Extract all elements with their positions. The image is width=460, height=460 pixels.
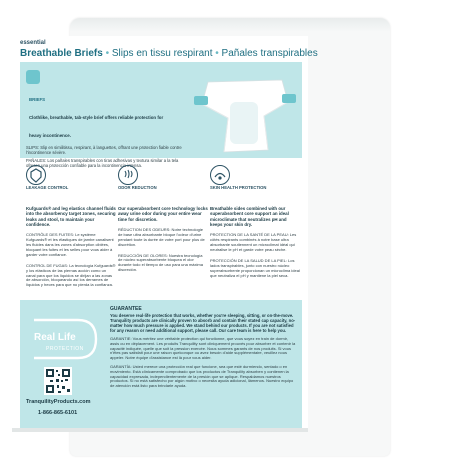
website-link[interactable]: TranquilityProducts.com: [26, 399, 91, 405]
product-title: [20, 48, 318, 59]
guarantee-spanish: GARANTÍA: Usted merece una protección real que funcione, sea que esté durmiendo, sentado o en movimiento. Está clínicamente comprobado que los productos de Tranquility absorben y contienen la capacidad expresada, independientemente de la presión que se aplique. Respaldamos nuestros productos. Si no está satisfecho por algún motivo o necesita ayuda adicional, llámenos. Nuestro equipo de atención está listo para brindarle ayuda.: [110, 363, 294, 389]
brief-icon: [26, 70, 40, 84]
phone-number[interactable]: 1-866-865-6101: [38, 410, 78, 416]
package-seal: [70, 18, 390, 32]
briefs-english: Clothlike, breathable, tab-style brief offers reliable protection for heavy incontinence.: [29, 115, 164, 138]
qr-code-icon[interactable]: [44, 367, 72, 395]
title-spanish: Pañales transpirables: [221, 48, 318, 59]
feature-header: [118, 165, 208, 203]
feature-spanish: REDUCCIÓN DE OLORES: Nuestra tecnología de núcleo superabsorbente bloquea el olor durante todo el tiempo de uso para una máxima discreción.: [118, 252, 203, 273]
title-separator: •: [105, 48, 112, 59]
briefs-description: [26, 70, 186, 168]
feature-spanish: CONTROL DE FUGAS: La tecnología Kufguards® y los elásticos de las piernas acción como un canal para que los líquidos se dirijan a las zonas de absorción, bloqueando así los derrames de líquidos y heces para que no pierda la confianza.: [26, 262, 116, 288]
feature-english: Breathable sides combined with our superabsorbent core support an ideal microclimate that neutralizes pH and keeps your skin dry.: [210, 206, 289, 227]
brand-label: essential: [20, 40, 46, 46]
guarantee-french: GARANTIE: Vous méritez une véritable protection qui fonctionne, que vous soyez en train de dormir, assis ou en déplacement. Les produits Tranquility sont cliniquement prouvés pour absorber et contenir la capacité indiquée, quelle que soit la pression exercée. Nous sommes garants de nos produits. Si vous n'êtes pas satisfait pour une raison quelconque ou avez besoin d'aide supplémentaire, veuillez nous appeler. Notre équipe d'assistance est là pour vous aider.: [110, 336, 296, 361]
diaper-image: [190, 72, 300, 158]
feature-english: Our superabsorbent core technology locks away urine odor during your entire wear time for discretion.: [118, 206, 208, 222]
feature-french: RÉDUCTION DES ODEURS: Notre technologie de base ultra absorbante bloque l'odeur d'urine pendant toute la durée de votre port pour plus de discrétion.: [118, 226, 205, 247]
briefs-french: SLIPS: Slip en similitissu, respirant, à languettes, offrant une protection fiable contre l'incontinence sévère.: [26, 145, 182, 155]
title-french: Slips en tissu respirant: [111, 48, 213, 59]
skin-health-icon: [210, 165, 230, 185]
guarantee-english: You deserve real-life protection that works, whether you're sleeping, sitting, or on-the-move. Tranquility products are clinically proven to absorb and contain their stated cap capacity, no-matter how much pressure is applied. We stand behind our products. If you are not satisfied for any reason or need additional support, please call. Our care team is here to help you.: [110, 313, 296, 333]
briefs-spanish: PAÑALES: Los pañales transpirables con tiras adhesivas y textura similar a la tela ofrecen una protección confiable para la incontinencia intensa.: [26, 158, 179, 168]
feature-header: [26, 165, 116, 203]
feature-title: LEAKAGE CONTROL: [26, 185, 69, 190]
feature-english: Kufguards® and leg elastics channel fluids into the absorbency target zones, securing leaks and stool, to maintain your confidence.: [26, 206, 116, 227]
feature-title: ODOR REDUCTION: [118, 185, 157, 190]
logo-line1: Real Life: [34, 332, 76, 343]
feature-leakage-control: [26, 165, 116, 288]
odor-reduction-icon: [118, 165, 138, 185]
feature-skin-health: [210, 165, 300, 278]
feature-french: PROTECTION DE LA SANTÉ DE LA PEAU: Les côtés respirants combinés à notre base ultra absorbante soutiennent un microclimat idéal qui neutralise le pH et garde votre peau sèche.: [210, 232, 297, 252]
title-english: Breathable Briefs: [20, 48, 103, 59]
title-separator-2: •: [212, 48, 222, 59]
leakage-control-icon: [26, 165, 46, 185]
briefs-label: BRIEFS: [29, 97, 46, 102]
package-bottom-edge: [12, 428, 308, 432]
feature-french: CONTRÔLE DES FUITES: Le système Kufguards® et les élastiques de jambe canalisent les fluides dans les zones d'absorption ciblées, bloquant les fuites et les selles pour vous aider à garder votre confiance.: [26, 232, 114, 257]
feature-spanish: PROTECCIÓN DE LA SALUD DE LA PIEL: Los lados transpirables, junto con nuestro núcleo superabsorbente proporcionan un microclima ideal que neutraliza el pH y mantiene la piel seca.: [210, 257, 300, 278]
feature-odor-reduction: [118, 165, 208, 273]
feature-title: SKIN HEALTH PROTECTION: [210, 185, 267, 190]
logo-line2: PROTECTION: [46, 346, 84, 352]
briefs-header-text: [29, 88, 169, 142]
guarantee-text: [110, 306, 296, 389]
guarantee-title: GUARANTEE: [110, 306, 142, 312]
briefs-header: [26, 70, 186, 142]
feature-header: [210, 165, 300, 203]
